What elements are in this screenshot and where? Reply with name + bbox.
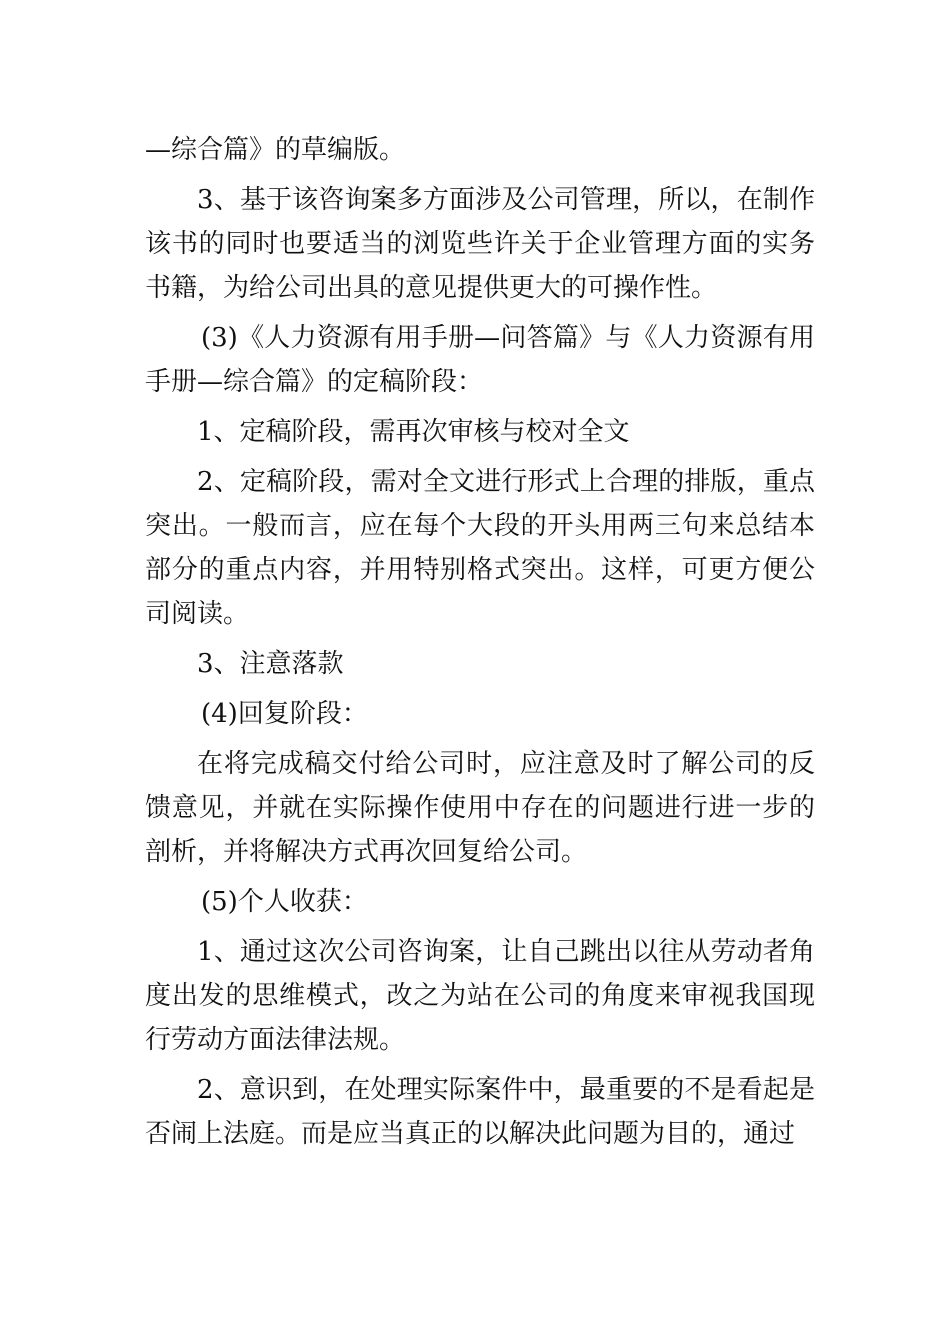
paragraph-gain-2: 2、意识到，在处理实际案件中，最重要的不是看起是否闹上法庭。而是应当真正的以解决此问题为目的，通过 xyxy=(145,1075,815,1149)
paragraph-item-3-management: 3、基于该咨询案多方面涉及公司管理，所以，在制作该书的同时也要适当的浏览些许关于企业管理方面的实务书籍，为给公司出具的意见提供更大的可操作性。 xyxy=(145,185,815,303)
paragraph-gain-1: 1、通过这次公司咨询案，让自己跳出以往从劳动者角度出发的思维模式，改之为站在公司的角度来审视我国现行劳动方面法律法规。 xyxy=(145,937,815,1055)
paragraph-continuation: —综合篇》的草编版。 xyxy=(145,135,406,165)
paragraph-section-4-reply: (4)回复阶段： xyxy=(201,699,368,729)
paragraph-item-1-review: 1、定稿阶段，需再次审核与校对全文 xyxy=(197,417,630,447)
paragraph-section-5-gains: (5)个人收获： xyxy=(201,887,368,917)
paragraph-reply-content: 在将完成稿交付给公司时，应注意及时了解公司的反馈意见，并就在实际操作使用中存在的问题进行进一步的剖析，并将解决方式再次回复给公司。 xyxy=(145,749,815,867)
paragraph-section-3-finalization: (3)《人力资源有用手册—问答篇》与《人力资源有用手册—综合篇》的定稿阶段： xyxy=(145,323,815,397)
paragraph-item-3-signature: 3、注意落款 xyxy=(197,649,344,679)
paragraph-item-2-formatting: 2、定稿阶段，需对全文进行形式上合理的排版，重点突出。一般而言，应在每个大段的开头用两三句来总结本部分的重点内容，并用特别格式突出。这样，可更方便公司阅读。 xyxy=(145,467,815,629)
document-body xyxy=(145,128,815,1162)
